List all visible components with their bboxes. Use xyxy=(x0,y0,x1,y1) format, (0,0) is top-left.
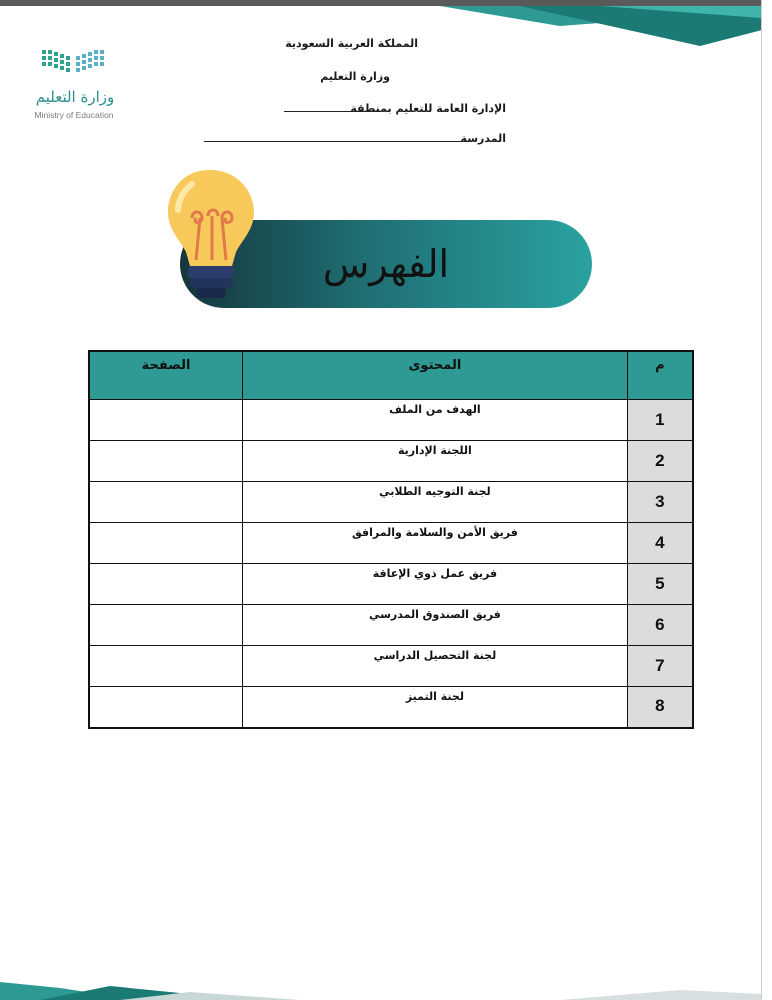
school-underline xyxy=(204,141,466,142)
row-content: لجنة التميز xyxy=(243,687,628,728)
row-number: 8 xyxy=(627,687,693,728)
row-number: 5 xyxy=(627,564,693,605)
header-number: م xyxy=(627,351,693,400)
row-page xyxy=(89,482,243,523)
table-row xyxy=(89,482,693,523)
table-row xyxy=(89,605,693,646)
region-label: الإدارة العامة للتعليم بمنطقة xyxy=(350,102,506,115)
row-number: 6 xyxy=(627,605,693,646)
row-page xyxy=(89,523,243,564)
row-content: الهدف من الملف xyxy=(243,400,628,441)
row-number: 4 xyxy=(627,523,693,564)
table-row xyxy=(89,441,693,482)
row-content: فريق عمل ذوي الإعاقة xyxy=(243,564,628,605)
row-content: اللجنة الإدارية xyxy=(243,441,628,482)
logo-english-text: Ministry of Education xyxy=(34,110,114,120)
table-row xyxy=(89,523,693,564)
lightbulb-icon xyxy=(162,166,262,306)
row-content: فريق الصندوق المدرسي xyxy=(243,605,628,646)
table-row xyxy=(89,646,693,687)
row-number: 3 xyxy=(627,482,693,523)
region-underline xyxy=(284,111,380,112)
ministry-logo xyxy=(22,44,142,134)
row-page xyxy=(89,646,243,687)
vertical-scrollbar[interactable] xyxy=(761,0,772,1000)
row-page xyxy=(89,564,243,605)
row-page xyxy=(89,605,243,646)
row-content: فريق الأمن والسلامة والمرافق xyxy=(243,523,628,564)
header-page: الصفحة xyxy=(89,351,243,400)
row-number: 1 xyxy=(627,400,693,441)
index-title: الفهرس xyxy=(322,242,450,286)
row-page xyxy=(89,687,243,728)
row-page xyxy=(89,400,243,441)
row-number: 7 xyxy=(627,646,693,687)
table-row xyxy=(89,400,693,441)
header-content: المحتوى xyxy=(243,351,628,400)
school-label: المدرسة xyxy=(460,132,506,145)
table-row xyxy=(89,687,693,728)
ministry-logo-icon xyxy=(22,44,126,84)
row-content: لجنة التحصيل الدراسي xyxy=(243,646,628,687)
row-content: لجنة التوجيه الطلابي xyxy=(243,482,628,523)
table-header-row xyxy=(89,351,693,400)
document-page xyxy=(0,6,762,1000)
logo-arabic-text: وزارة التعليم xyxy=(35,88,115,106)
row-page xyxy=(89,441,243,482)
bottom-decoration xyxy=(0,960,762,1000)
index-table xyxy=(88,350,694,729)
kingdom-label: المملكة العربية السعودية xyxy=(285,37,418,50)
ministry-label: وزارة التعليم xyxy=(320,70,390,83)
row-number: 2 xyxy=(627,441,693,482)
table-row xyxy=(89,564,693,605)
